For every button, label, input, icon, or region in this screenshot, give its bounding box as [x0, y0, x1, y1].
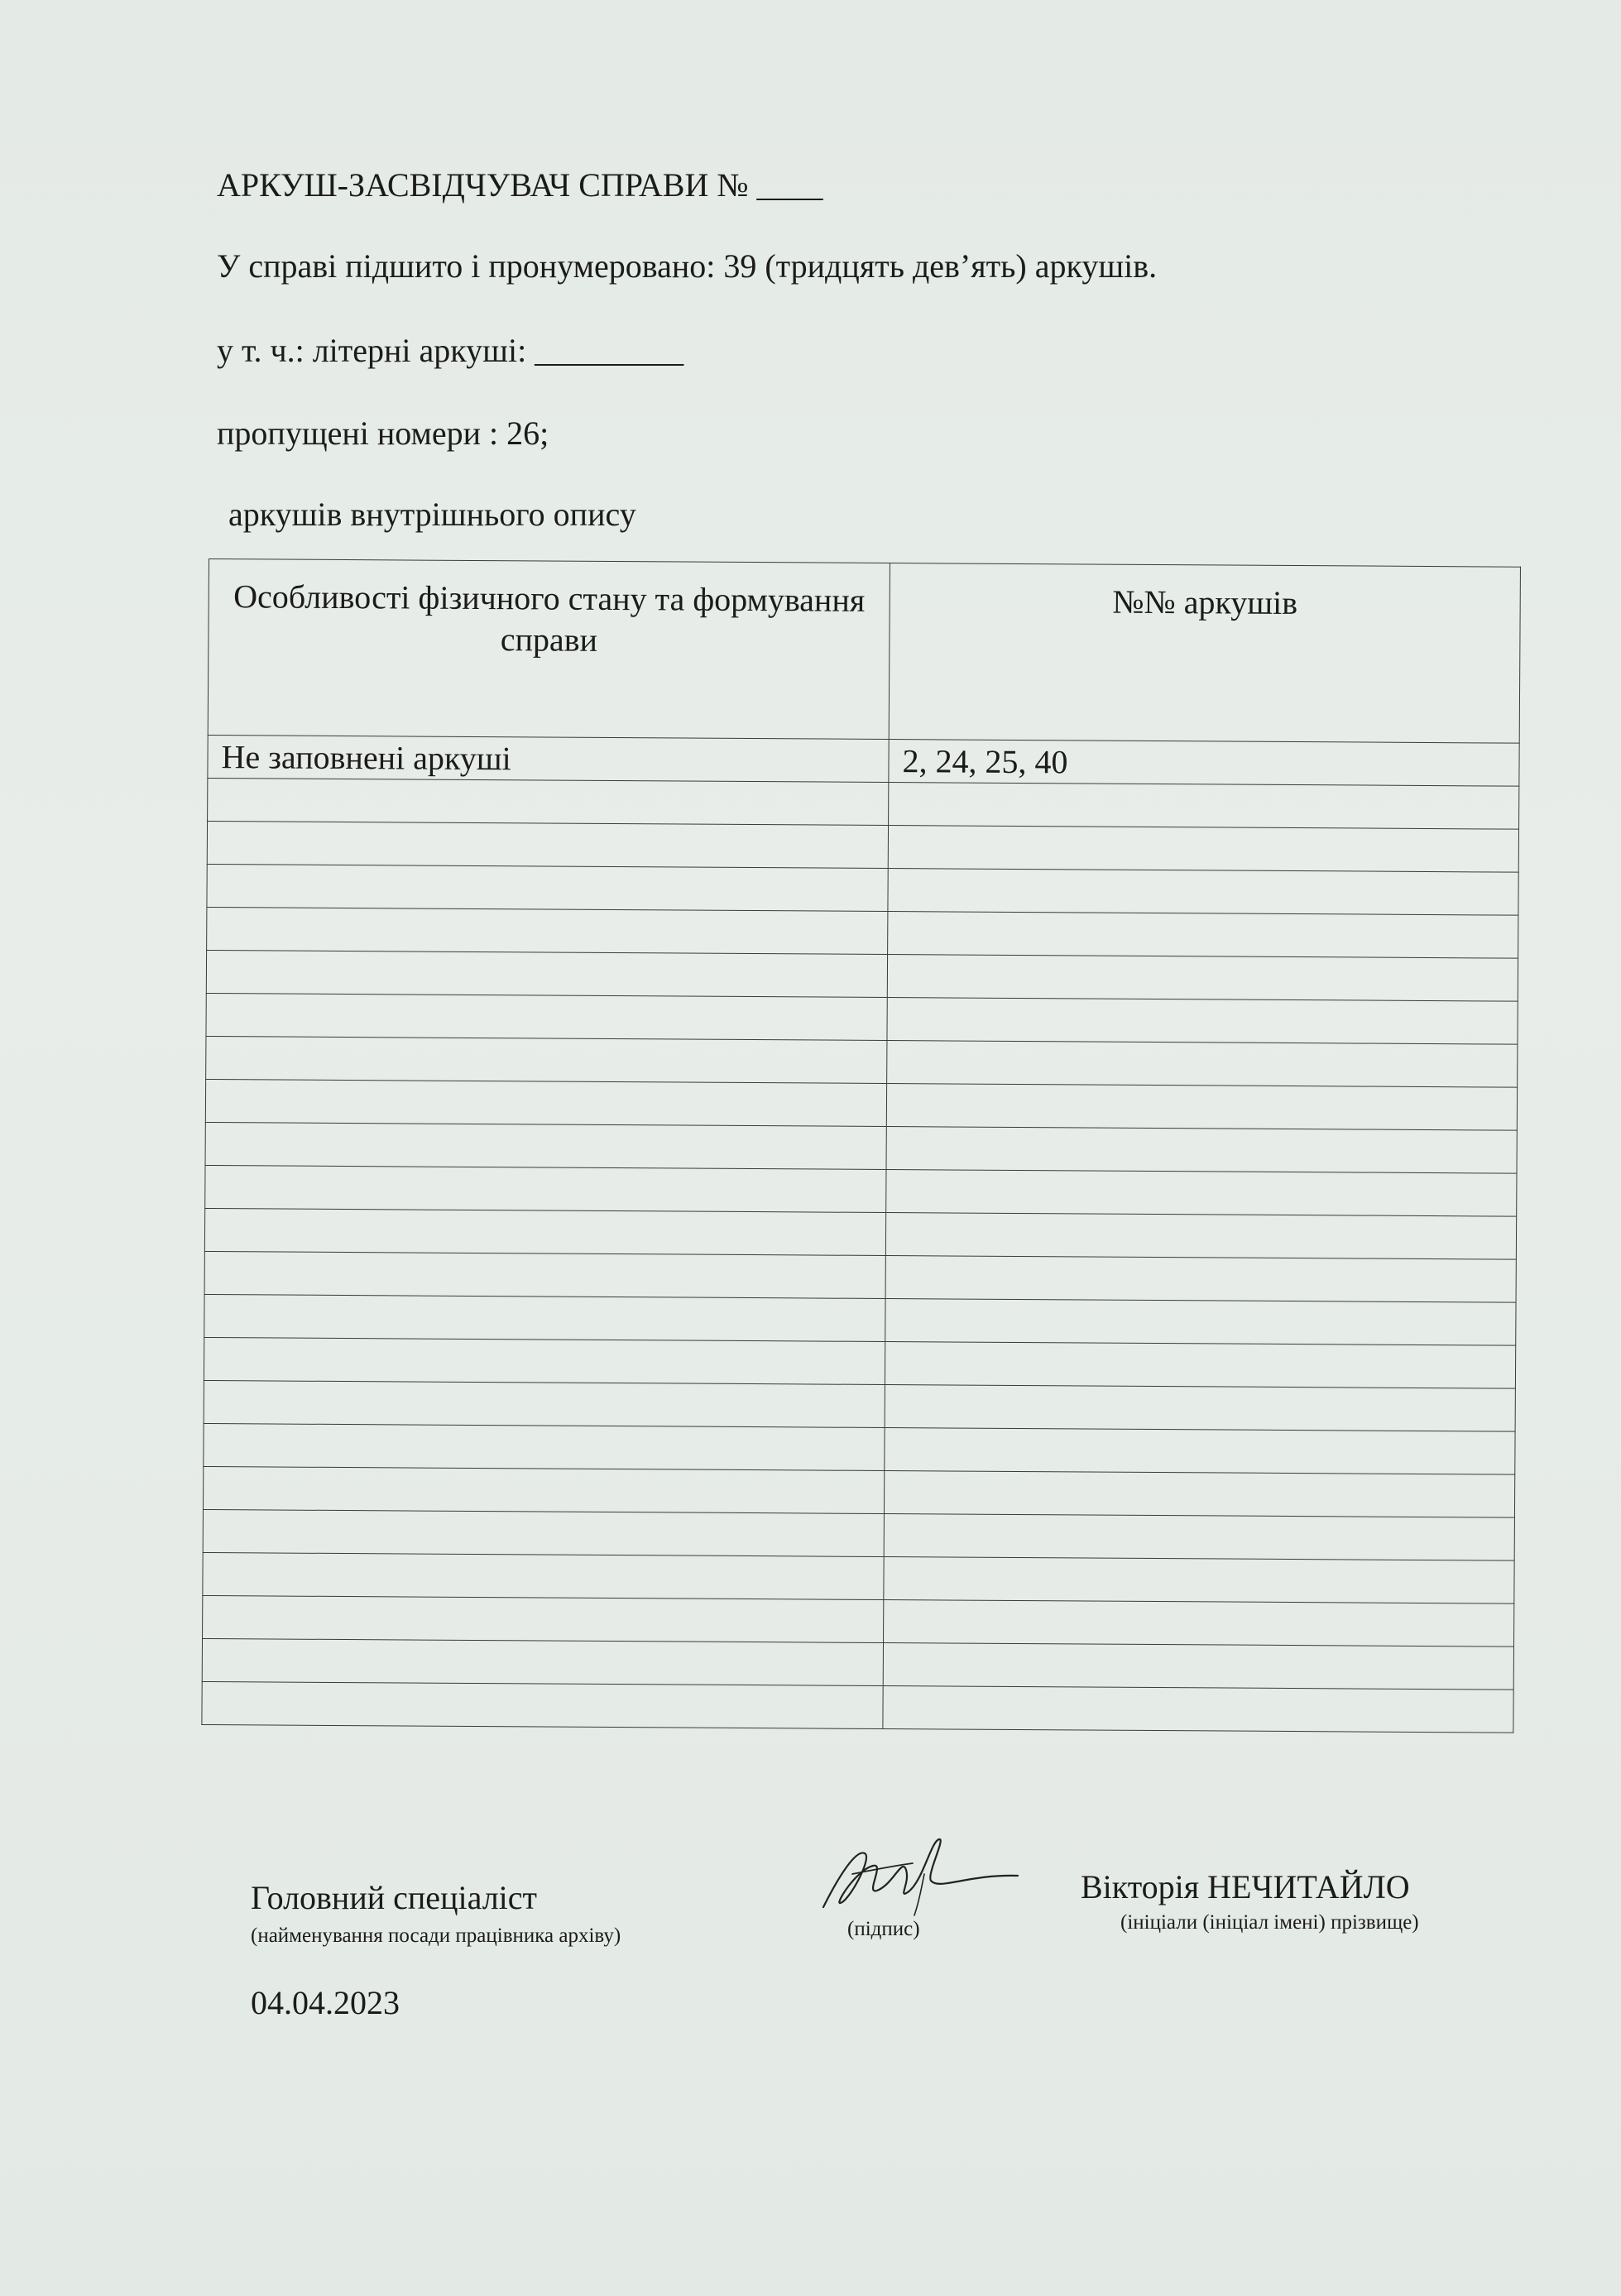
- condition-cell: [203, 1552, 884, 1599]
- sheet-numbers-cell: [886, 1170, 1517, 1217]
- sheet-numbers-cell: [885, 1213, 1516, 1260]
- position-caption: (найменування посади працівника архіву): [251, 1925, 621, 1947]
- column-header-condition: Особливості фізичного стану та формування справи: [208, 559, 890, 740]
- table-row: [204, 1337, 1515, 1388]
- condition-cell: [202, 1681, 883, 1728]
- sheet-numbers-cell: [884, 1557, 1514, 1604]
- table-body: [202, 735, 1519, 1733]
- condition-cell: [207, 864, 888, 911]
- table-row: [204, 1294, 1516, 1345]
- table-row: [205, 1165, 1517, 1216]
- condition-cell: [203, 1509, 884, 1556]
- table-row: [204, 1423, 1515, 1474]
- condition-cell: [206, 950, 887, 997]
- sheet-numbers-cell: [888, 826, 1518, 873]
- handwritten-signature: [815, 1824, 1022, 1924]
- signature-caption: (підпис): [847, 1918, 920, 1940]
- sheet-numbers-cell: [889, 740, 1519, 787]
- sheet-numbers-cell: [886, 1084, 1517, 1131]
- table-row: [206, 950, 1518, 1001]
- table-row: [202, 1638, 1513, 1690]
- sheet-numbers-cell: [885, 1385, 1515, 1432]
- sheet-numbers-cell: [887, 955, 1518, 1002]
- signer-name: Вікторія НЕЧИТАЙЛО: [1081, 1868, 1410, 1905]
- sheet-numbers-cell: [884, 1600, 1514, 1647]
- table-row: [206, 993, 1518, 1044]
- table-row: [205, 1122, 1517, 1173]
- condition-cell: [204, 1294, 885, 1341]
- sheet-numbers-cell: [888, 912, 1518, 959]
- table-row: [204, 1380, 1515, 1431]
- missing-numbers-line: пропущені номери : 26;: [217, 415, 549, 452]
- table-row: [207, 907, 1518, 958]
- condition-cell: [205, 1165, 886, 1212]
- table-row: [203, 1552, 1514, 1603]
- table-row: [208, 735, 1519, 786]
- condition-cell: [206, 1036, 887, 1083]
- sheet-numbers-cell: [885, 1428, 1515, 1475]
- table-row: [208, 778, 1519, 829]
- table-row: [206, 1036, 1518, 1087]
- condition-cell: [202, 1638, 883, 1685]
- condition-cell: [203, 1466, 884, 1513]
- sheet-numbers-cell: [885, 1299, 1516, 1346]
- literal-sheets-line: у т. ч.: літерні аркуші: _________: [217, 332, 684, 369]
- condition-cell: [208, 735, 889, 782]
- condition-cell: [208, 778, 889, 825]
- sheet-count-line: У справі підшито і пронумеровано: 39 (тридцять дев’ять) аркушів.: [217, 247, 1158, 285]
- name-caption: (ініціали (ініціал імені) прізвище): [1120, 1911, 1419, 1934]
- table-row: [204, 1208, 1516, 1259]
- condition-cell: [205, 1079, 886, 1126]
- column-header-sheet-numbers: №№ аркушів: [889, 563, 1520, 744]
- table-row: [207, 821, 1518, 872]
- condition-cell: [204, 1208, 885, 1255]
- table-row: [203, 1466, 1514, 1517]
- position-title: Головний спеціаліст: [251, 1879, 537, 1916]
- document-date: 04.04.2023: [251, 1984, 400, 2021]
- table-header-row: [208, 559, 1520, 744]
- condition-cell: [206, 993, 887, 1040]
- condition-cell: [203, 1595, 884, 1642]
- sheet-numbers-cell: [884, 1471, 1514, 1518]
- sheet-numbers-cell: [888, 869, 1518, 916]
- table-row: [203, 1595, 1514, 1647]
- sheet-numbers-cell: [884, 1514, 1514, 1561]
- condition-cell: [204, 1380, 885, 1427]
- cell-text: 2, 24, 25, 40: [902, 742, 1068, 781]
- inventory-sheets-line: аркушів внутрішнього опису: [228, 496, 636, 533]
- condition-cell: [205, 1122, 886, 1169]
- table-row: [203, 1509, 1514, 1560]
- table-row: [207, 864, 1518, 915]
- document-title: АРКУШ-ЗАСВІДЧУВАЧ СПРАВИ № ____: [217, 166, 823, 204]
- table-row: [205, 1079, 1517, 1130]
- sheet-numbers-cell: [889, 783, 1519, 830]
- sheet-numbers-cell: [885, 1256, 1516, 1303]
- table-row: [204, 1251, 1516, 1302]
- condition-table: [201, 558, 1521, 1733]
- sheet-numbers-cell: [887, 1041, 1518, 1088]
- sheet-numbers-cell: [885, 1342, 1515, 1389]
- cell-text: Не заповнені аркуші: [221, 738, 511, 778]
- condition-cell: [207, 821, 888, 868]
- condition-cell: [207, 907, 888, 954]
- condition-cell: [204, 1423, 885, 1470]
- sheet-numbers-cell: [887, 998, 1518, 1045]
- table-row: [202, 1681, 1513, 1733]
- condition-cell: [204, 1337, 885, 1384]
- condition-cell: [204, 1251, 885, 1298]
- sheet-numbers-cell: [883, 1686, 1513, 1733]
- sheet-numbers-cell: [883, 1643, 1513, 1690]
- sheet-numbers-cell: [886, 1127, 1517, 1174]
